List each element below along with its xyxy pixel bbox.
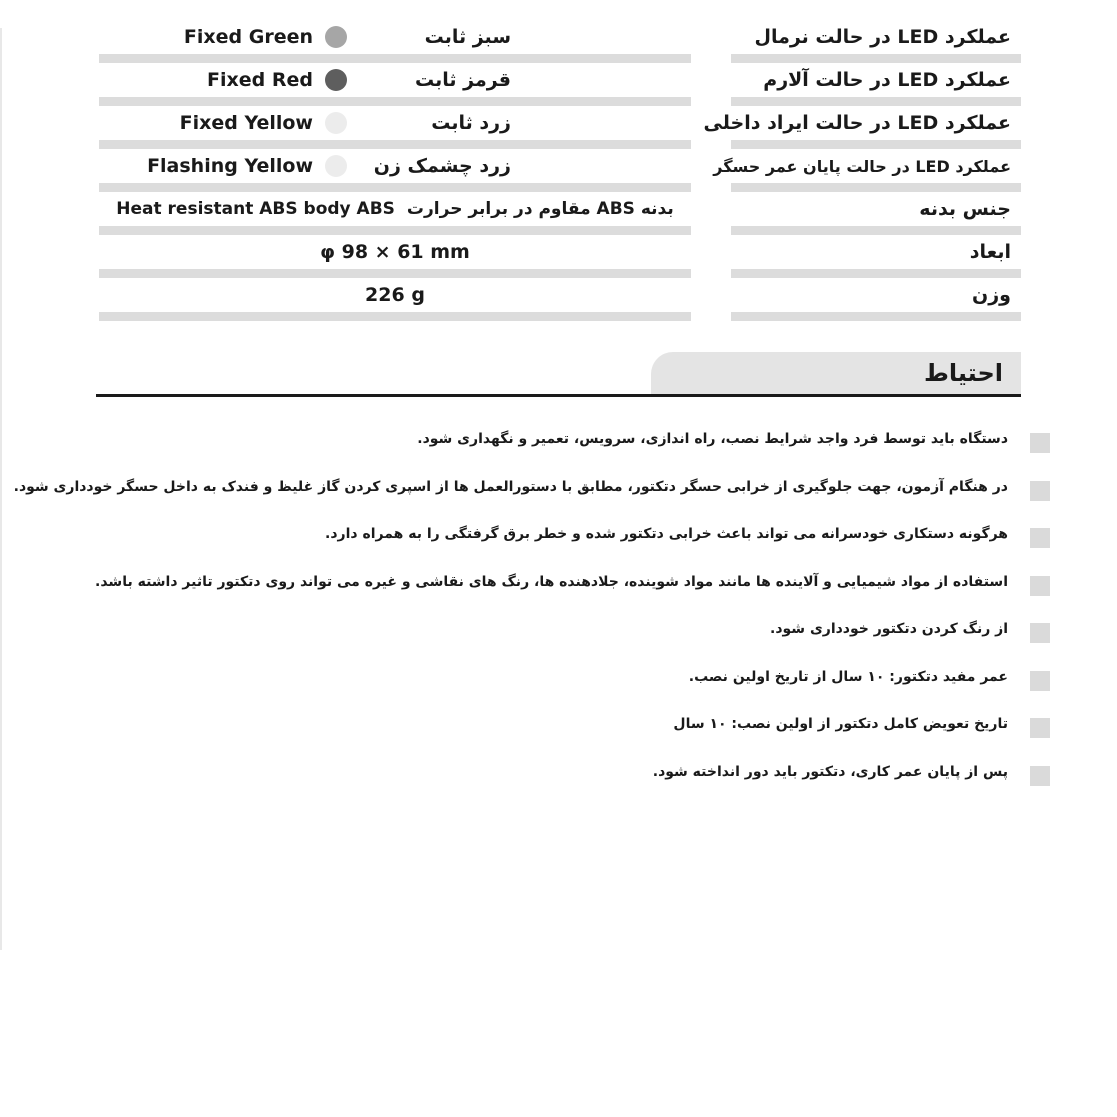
spec-label-led-alarm: عملکرد LED در حالت آلارم	[763, 69, 1011, 91]
led-fa-label: زرد ثابت	[431, 112, 511, 134]
spec-label-led-normal: عملکرد LED در حالت نرمال	[754, 26, 1011, 48]
list-item	[30, 758, 1050, 806]
led-yellow-indicator-icon	[325, 112, 347, 134]
led-en-label: Flashing Yellow	[147, 155, 313, 177]
spec-value-dimensions	[99, 235, 691, 278]
led-green-indicator-icon	[325, 26, 347, 48]
bullet-square-icon	[1030, 718, 1050, 738]
led-fa-label: زرد چشمک زن	[373, 155, 511, 177]
spec-label-dimensions: ابعاد	[969, 241, 1011, 263]
spec-label-cell	[703, 106, 1021, 149]
left-margin-line	[0, 28, 2, 950]
caution-item-text: در هنگام آزمون، جهت جلوگیری از خرابی حسگر دتکتور، مطابق با دستورالعمل ها از اسپری کردن گاز غلیظ و فندک به داخل حسگر خودداری شود.	[13, 478, 1008, 495]
spec-value-body-material	[99, 192, 691, 235]
spec-label-cell	[731, 63, 1021, 106]
bullet-square-icon	[1030, 766, 1050, 786]
caution-item-text: پس از پایان عمر کاری، دتکتور باید دور انداخته شود.	[652, 763, 1008, 780]
caution-item-text: دستگاه باید توسط فرد واجد شرایط نصب، راه اندازی، سرویس، تعمیر و نگهداری شود.	[417, 431, 1008, 447]
led-en-label: Fixed Yellow	[179, 112, 313, 134]
list-item	[30, 568, 1050, 616]
spec-label-cell	[713, 149, 1021, 192]
body-material-en: Heat resistant ABS body ABS	[116, 199, 395, 219]
list-item	[30, 425, 1050, 473]
caution-title: احتیاط	[923, 359, 1003, 387]
bullet-square-icon	[1030, 433, 1050, 453]
spec-label-cell	[731, 235, 1021, 278]
dimensions-value: φ 98 × 61 mm	[320, 241, 470, 263]
list-item	[30, 615, 1050, 663]
weight-value: 226 g	[365, 284, 425, 306]
led-fa-label: قرمز ثابت	[415, 69, 511, 91]
spec-label-cell	[731, 192, 1021, 235]
bullet-square-icon	[1030, 528, 1050, 548]
spec-values-column	[99, 20, 691, 321]
spec-label-cell	[731, 278, 1021, 321]
led-en-label: Fixed Red	[207, 69, 313, 91]
list-item	[13, 473, 1050, 521]
spec-label-body-material: جنس بدنه	[919, 198, 1011, 220]
caution-item-text: از رنگ کردن دتکتور خودداری شود.	[770, 621, 1008, 637]
spec-label-cell	[731, 20, 1021, 63]
caution-item-text: تاریخ تعویض کامل دتکتور از اولین نصب: ۱۰ سال	[673, 716, 1008, 732]
body-material-fa: بدنه ABS مقاوم در برابر حرارت	[406, 199, 674, 219]
spec-value-led-alarm	[99, 63, 691, 106]
led-en-label: Fixed Green	[183, 26, 313, 48]
caution-list	[13, 425, 1050, 805]
list-item	[30, 520, 1050, 568]
led-flashing-yellow-indicator-icon	[325, 155, 347, 177]
caution-header-tab	[651, 352, 1021, 394]
spec-value-led-end-of-life	[99, 149, 691, 192]
spec-value-led-normal	[99, 20, 691, 63]
spec-label-led-end-of-life: عملکرد LED در حالت پایان عمر حسگر	[713, 156, 1011, 176]
bullet-square-icon	[1030, 623, 1050, 643]
spec-labels-column	[703, 20, 1021, 321]
led-fa-label: سبز ثابت	[424, 26, 511, 48]
spec-value-weight	[99, 278, 691, 321]
list-item	[30, 663, 1050, 711]
spec-label-led-fault: عملکرد LED در حالت ایراد داخلی	[703, 112, 1011, 134]
led-red-indicator-icon	[325, 69, 347, 91]
caution-item-text: هرگونه دستکاری خودسرانه می تواند باعث خرابی دتکتور شده و خطر برق گرفتگی را به همراه دارد.	[325, 526, 1008, 542]
bullet-square-icon	[1030, 671, 1050, 691]
spec-value-led-fault	[99, 106, 691, 149]
bullet-square-icon	[1030, 576, 1050, 596]
list-item	[30, 710, 1050, 758]
caution-divider	[96, 394, 1021, 397]
caution-item-text: استفاده از مواد شیمیایی و آلاینده ها مانند مواد شوینده، جلادهنده ها، رنگ های نقاشی و غیره می تواند روی دتکتور تاثیر داشته باشد.	[95, 573, 1008, 590]
caution-item-text: عمر مفید دتکتور: ۱۰ سال از تاریخ اولین نصب.	[688, 668, 1008, 685]
bullet-square-icon	[1030, 481, 1050, 501]
spec-label-weight: وزن	[972, 284, 1011, 306]
